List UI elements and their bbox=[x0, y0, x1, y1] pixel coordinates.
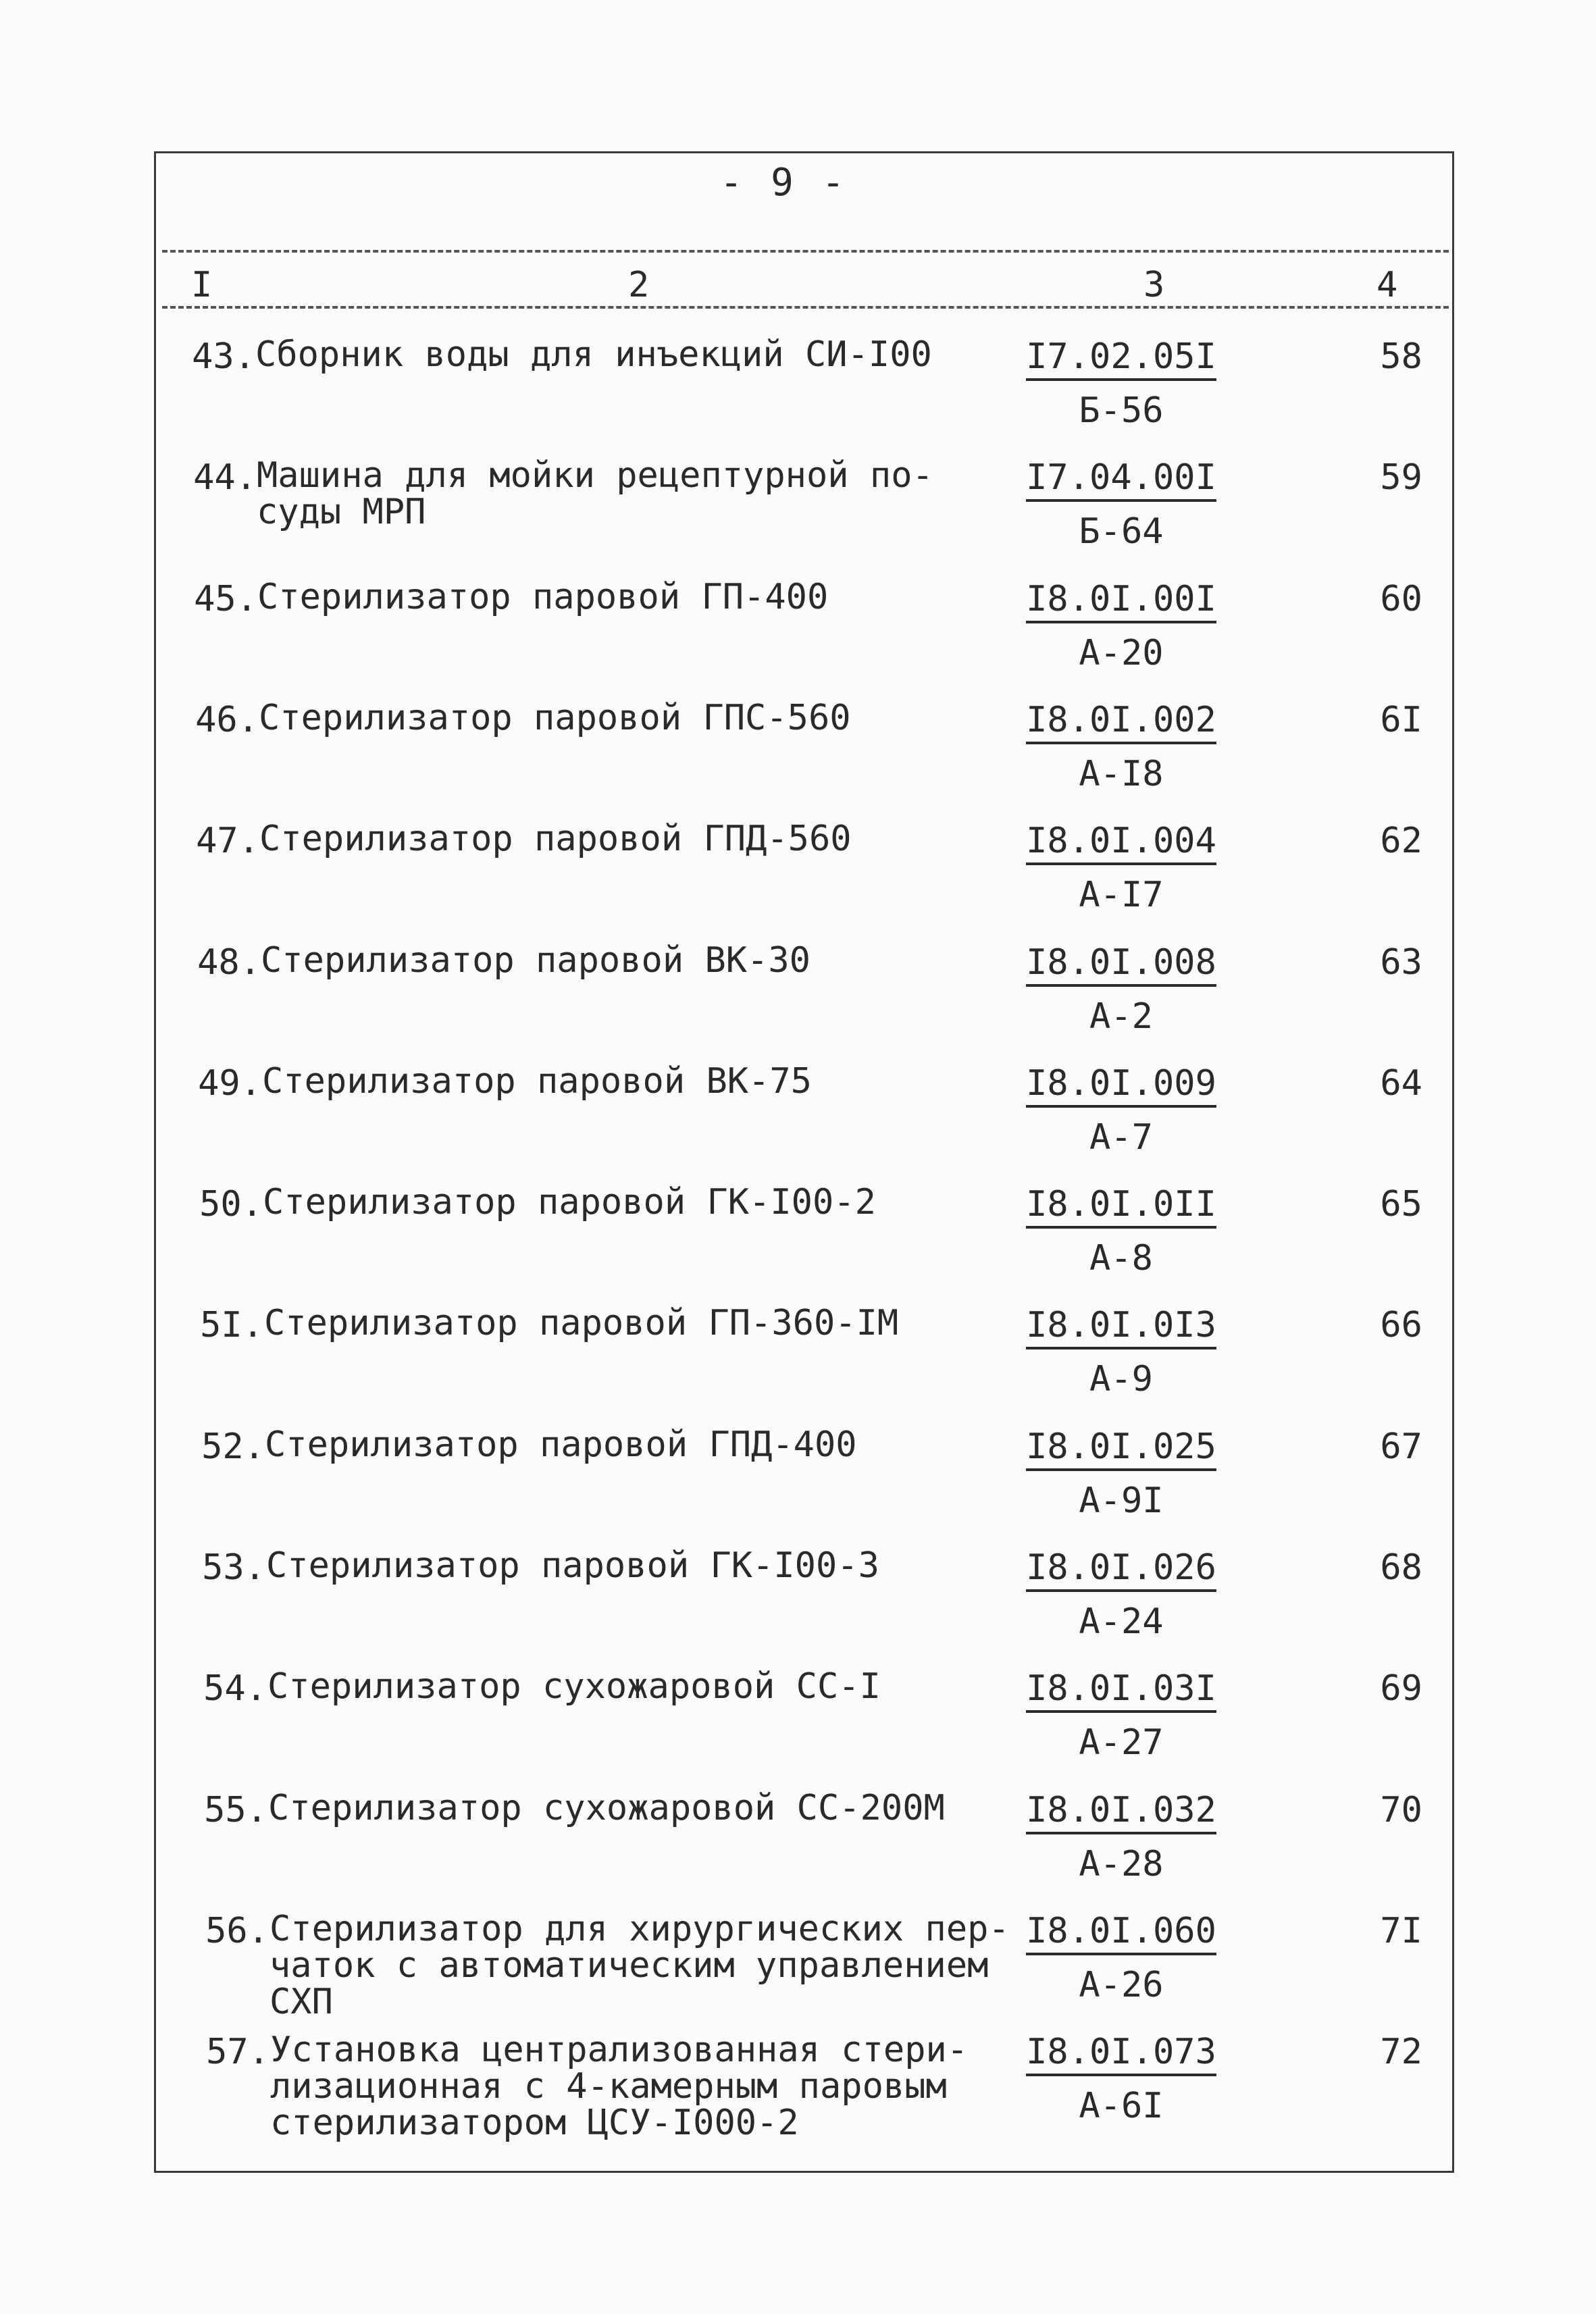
row-number: 55. bbox=[204, 1790, 267, 1830]
equipment-name: Стерилизатор паровой ВК-30 bbox=[261, 940, 810, 981]
catalog-code-number: I8.0I.009 bbox=[1026, 1063, 1216, 1108]
row-number: 57. bbox=[206, 2032, 269, 2072]
catalog-code bbox=[1006, 579, 1236, 673]
equipment-name: Стерилизатор паровой ВК-75 bbox=[262, 1061, 812, 1102]
equipment-name: Стерилизатор сухожаровой СС-I bbox=[267, 1666, 881, 1707]
catalog-code-number: I7.02.05I bbox=[1026, 336, 1216, 381]
row-number: 48. bbox=[197, 942, 261, 983]
row-number: 44. bbox=[193, 457, 257, 498]
catalog-code bbox=[1006, 1668, 1236, 1763]
catalog-code bbox=[1006, 1911, 1236, 2005]
row-number: 50. bbox=[199, 1184, 263, 1225]
catalog-code-suffix: А-9I bbox=[1079, 1481, 1164, 1521]
catalog-code-number: I8.0I.002 bbox=[1026, 700, 1216, 744]
page-reference: 60 bbox=[1380, 579, 1422, 619]
row-number: 54. bbox=[203, 1668, 267, 1709]
column-header-3: 3 bbox=[1143, 265, 1165, 305]
page-reference: 63 bbox=[1380, 942, 1422, 983]
row-number: 43. bbox=[192, 336, 255, 377]
equipment-name: Стерилизатор паровой ГП-360-IМ bbox=[264, 1303, 899, 1343]
row-number: 49. bbox=[198, 1063, 261, 1104]
catalog-code bbox=[1006, 1184, 1236, 1279]
catalog-code-suffix: А-24 bbox=[1079, 1601, 1164, 1642]
catalog-code-number: I8.0I.0I3 bbox=[1026, 1305, 1216, 1349]
page-reference: 68 bbox=[1380, 1547, 1422, 1588]
page-reference: 70 bbox=[1380, 1790, 1422, 1830]
page-frame bbox=[154, 151, 1454, 2173]
catalog-code bbox=[1006, 1426, 1236, 1521]
row-number: 46. bbox=[195, 700, 259, 740]
header-top-rule bbox=[162, 250, 1449, 253]
page-reference: 69 bbox=[1380, 1668, 1422, 1709]
catalog-code-suffix: А-8 bbox=[1089, 1238, 1153, 1279]
catalog-code-suffix: А-28 bbox=[1079, 1844, 1164, 1884]
equipment-name: Стерилизатор паровой ГК-I00-2 bbox=[263, 1182, 876, 1223]
catalog-code-suffix: А-I8 bbox=[1079, 754, 1164, 794]
catalog-code bbox=[1006, 700, 1236, 794]
catalog-code bbox=[1006, 1790, 1236, 1884]
equipment-name: Стерилизатор сухожаровой СС-200М bbox=[268, 1788, 945, 1828]
catalog-code bbox=[1006, 1305, 1236, 1399]
catalog-code bbox=[1006, 1547, 1236, 1642]
catalog-code-suffix: Б-64 bbox=[1079, 511, 1164, 552]
row-number: 52. bbox=[201, 1426, 265, 1467]
page-reference: 72 bbox=[1380, 2032, 1422, 2072]
page-reference: 59 bbox=[1380, 457, 1422, 498]
equipment-name: Стерилизатор паровой ГПС-560 bbox=[259, 698, 851, 738]
catalog-code bbox=[1006, 821, 1236, 915]
catalog-code bbox=[1006, 457, 1236, 552]
catalog-code-number: I8.0I.025 bbox=[1026, 1426, 1216, 1471]
equipment-name: Стерилизатор паровой ГП-400 bbox=[257, 577, 829, 617]
catalog-code-number: I8.0I.0II bbox=[1026, 1184, 1216, 1229]
catalog-code-suffix: А-2 bbox=[1089, 996, 1153, 1037]
catalog-code-number: I8.0I.03I bbox=[1026, 1668, 1216, 1713]
equipment-name: Стерилизатор паровой ГПД-400 bbox=[265, 1424, 857, 1465]
catalog-code-suffix: Б-56 bbox=[1079, 390, 1164, 431]
page-reference: 58 bbox=[1380, 336, 1422, 377]
catalog-code-suffix: А-26 bbox=[1079, 1965, 1164, 2005]
equipment-name: Установка централизованная стери- лизационная с 4-камерным паровым стерилизатором ЦСУ-I000-2 bbox=[270, 2030, 969, 2143]
catalog-code bbox=[1006, 1063, 1236, 1158]
page-reference: 62 bbox=[1380, 821, 1422, 861]
equipment-name: Стерилизатор для хирургических пер- чаток с автоматическим управлением СХП bbox=[269, 1909, 1010, 2022]
equipment-name: Машина для мойки рецептурной по- суды МРП bbox=[257, 455, 933, 532]
catalog-code-suffix: А-27 bbox=[1079, 1722, 1164, 1763]
header-bottom-rule bbox=[162, 306, 1449, 309]
catalog-code-number: I8.0I.032 bbox=[1026, 1790, 1216, 1834]
catalog-code-suffix: А-9 bbox=[1089, 1359, 1153, 1399]
catalog-code-number: I7.04.00I bbox=[1026, 457, 1216, 502]
catalog-code-number: I8.0I.060 bbox=[1026, 1911, 1216, 1955]
catalog-code-number: I8.0I.00I bbox=[1026, 579, 1216, 623]
catalog-code-suffix: А-6I bbox=[1079, 2086, 1164, 2126]
row-number: 53. bbox=[202, 1547, 265, 1588]
equipment-name: Стерилизатор паровой ГК-I00-3 bbox=[266, 1545, 879, 1586]
column-header-2: 2 bbox=[628, 265, 650, 305]
catalog-code-number: I8.0I.008 bbox=[1026, 942, 1216, 987]
page-reference: 64 bbox=[1380, 1063, 1422, 1104]
row-number: 56. bbox=[205, 1911, 269, 1951]
catalog-code-suffix: А-20 bbox=[1079, 633, 1164, 673]
page-number: - 9 - bbox=[719, 161, 848, 205]
column-header-4: 4 bbox=[1376, 265, 1398, 305]
row-number: 5I. bbox=[200, 1305, 263, 1345]
catalog-code-number: I8.0I.073 bbox=[1026, 2032, 1216, 2076]
catalog-code-suffix: А-I7 bbox=[1079, 875, 1164, 915]
catalog-code-suffix: А-7 bbox=[1089, 1117, 1153, 1158]
page-reference: 6I bbox=[1380, 700, 1422, 740]
catalog-code-number: I8.0I.026 bbox=[1026, 1547, 1216, 1592]
catalog-code bbox=[1006, 336, 1236, 431]
equipment-name: Сборник воды для инъекций СИ-I00 bbox=[255, 334, 932, 375]
catalog-code bbox=[1006, 942, 1236, 1037]
catalog-code bbox=[1006, 2032, 1236, 2126]
row-number: 45. bbox=[194, 579, 257, 619]
page-reference: 7I bbox=[1380, 1911, 1422, 1951]
catalog-code-number: I8.0I.004 bbox=[1026, 821, 1216, 865]
page-reference: 66 bbox=[1380, 1305, 1422, 1345]
page-reference: 67 bbox=[1380, 1426, 1422, 1467]
column-header-1: I bbox=[191, 265, 213, 305]
row-number: 47. bbox=[196, 821, 259, 861]
equipment-name: Стерилизатор паровой ГПД-560 bbox=[259, 819, 852, 859]
page-reference: 65 bbox=[1380, 1184, 1422, 1225]
